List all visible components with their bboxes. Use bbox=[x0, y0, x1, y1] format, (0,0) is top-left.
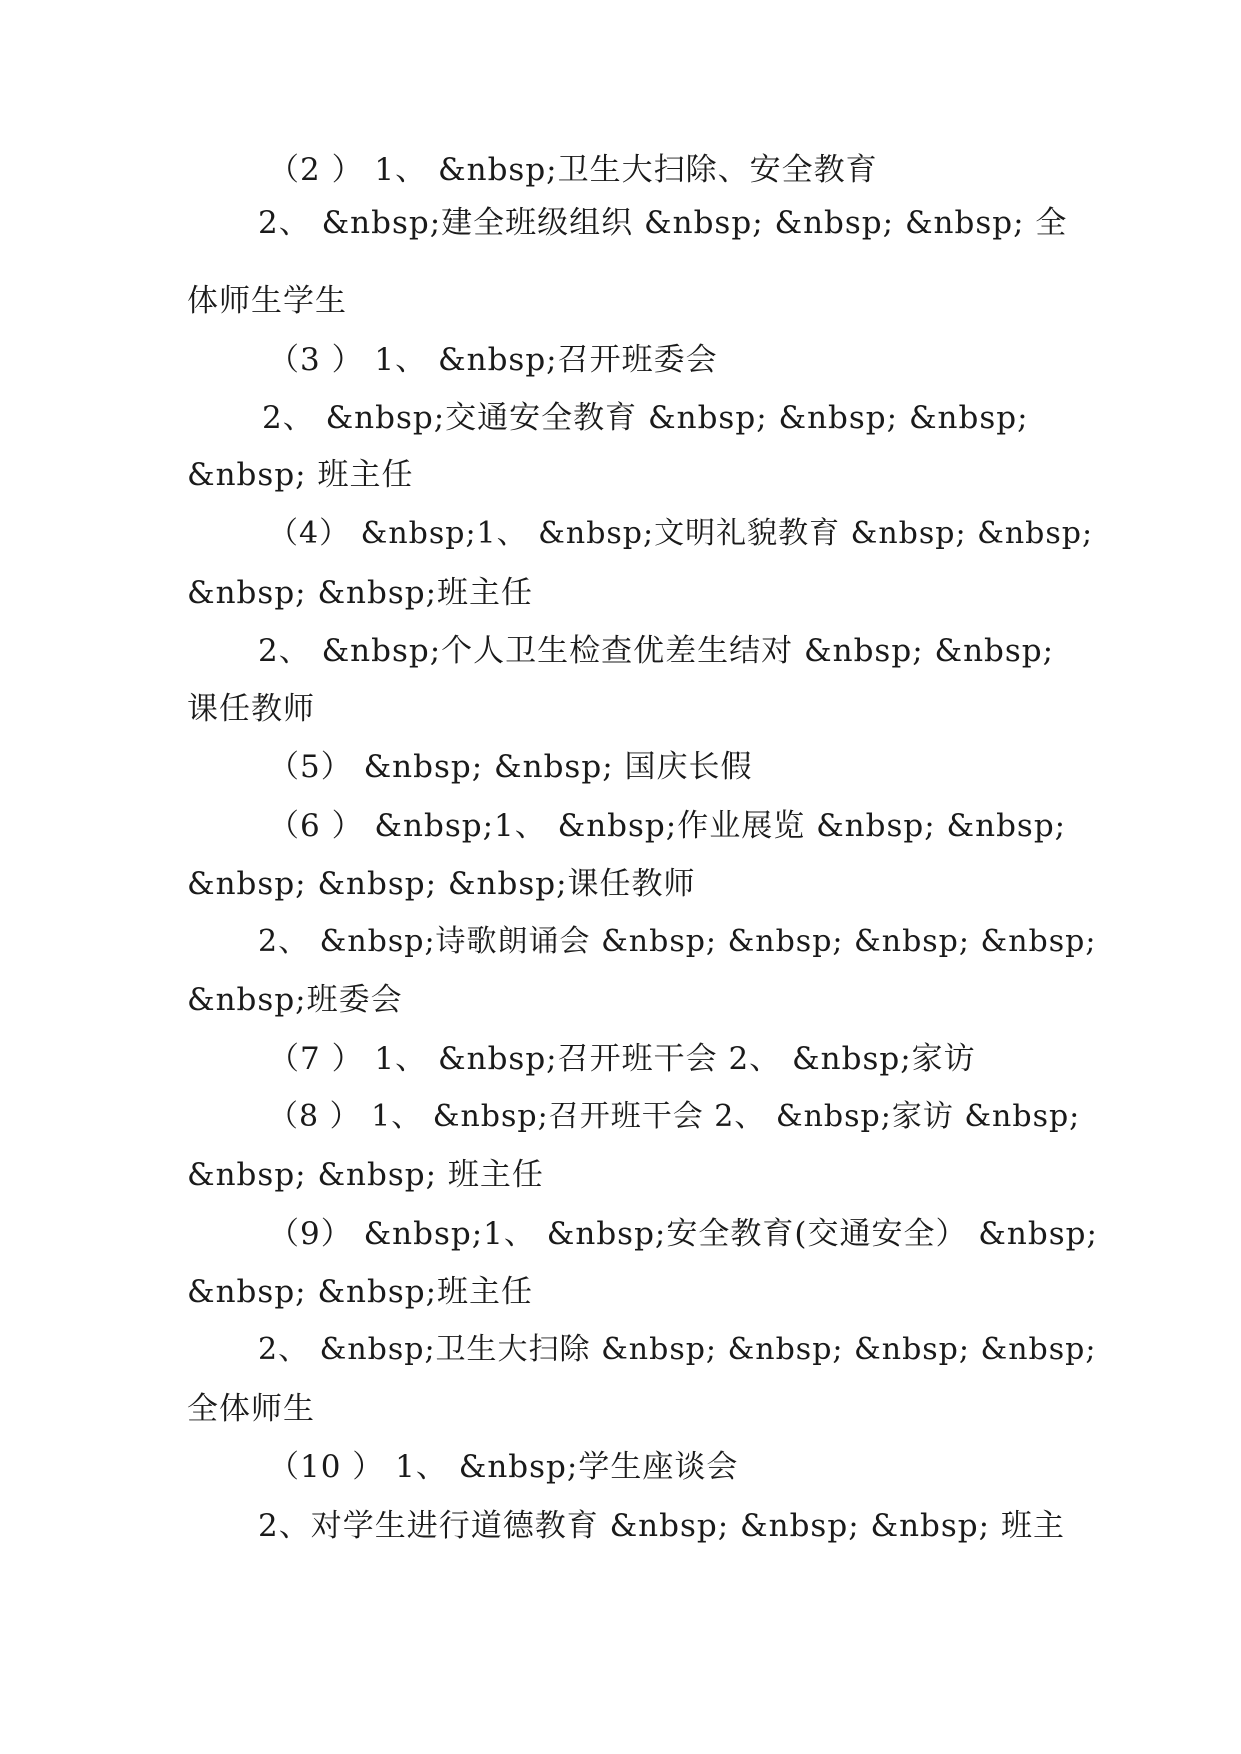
text-line: （8 ） 1、 &nbsp;召开班干会 2、 &nbsp;家访 &nbsp; bbox=[268, 1099, 1081, 1134]
text-line: 2、 &nbsp;卫生大扫除 &nbsp; &nbsp; &nbsp; &nbsp; bbox=[258, 1332, 1097, 1367]
text-line: &nbsp;班委会 bbox=[187, 982, 403, 1018]
text-line: （4） &nbsp;1、 &nbsp;文明礼貌教育 &nbsp; &nbsp; bbox=[268, 516, 1094, 551]
text-line: （6 ） &nbsp;1、 &nbsp;作业展览 &nbsp; &nbsp; bbox=[268, 808, 1067, 844]
text-line: &nbsp; 班主任 bbox=[187, 457, 414, 493]
text-line: &nbsp; &nbsp; 班主任 bbox=[187, 1157, 544, 1193]
text-line: （2 ） 1、 &nbsp;卫生大扫除、安全教育 bbox=[268, 152, 878, 188]
text-line: （10 ） 1、 &nbsp;学生座谈会 bbox=[268, 1449, 739, 1485]
text-line: 2、 &nbsp;交通安全教育 &nbsp; &nbsp; &nbsp; bbox=[262, 400, 1029, 436]
text-line: 2、 &nbsp;诗歌朗诵会 &nbsp; &nbsp; &nbsp; &nbsp; bbox=[258, 924, 1097, 959]
text-line: &nbsp; &nbsp; &nbsp;课任教师 bbox=[187, 866, 696, 902]
text-line: &nbsp; &nbsp;班主任 bbox=[187, 575, 534, 611]
text-line: 2、 &nbsp;建全班级组织 &nbsp; &nbsp; &nbsp; 全 bbox=[258, 205, 1068, 241]
text-line: 全体师生 bbox=[187, 1391, 315, 1427]
text-line: 2、对学生进行道德教育 &nbsp; &nbsp; &nbsp; 班主 bbox=[258, 1508, 1065, 1544]
text-line: 2、 &nbsp;个人卫生检查优差生结对 &nbsp; &nbsp; bbox=[258, 633, 1055, 669]
text-line: （9） &nbsp;1、 &nbsp;安全教育(交通安全） &nbsp; bbox=[268, 1216, 1098, 1252]
text-line: （5） &nbsp; &nbsp; 国庆长假 bbox=[268, 749, 753, 785]
text-line: （3 ） 1、 &nbsp;召开班委会 bbox=[268, 342, 718, 378]
text-line: 体师生学生 bbox=[187, 283, 347, 319]
text-line: 课任教师 bbox=[187, 691, 315, 727]
text-line: &nbsp; &nbsp;班主任 bbox=[187, 1274, 534, 1310]
text-line: （7 ） 1、 &nbsp;召开班干会 2、 &nbsp;家访 bbox=[268, 1041, 976, 1077]
